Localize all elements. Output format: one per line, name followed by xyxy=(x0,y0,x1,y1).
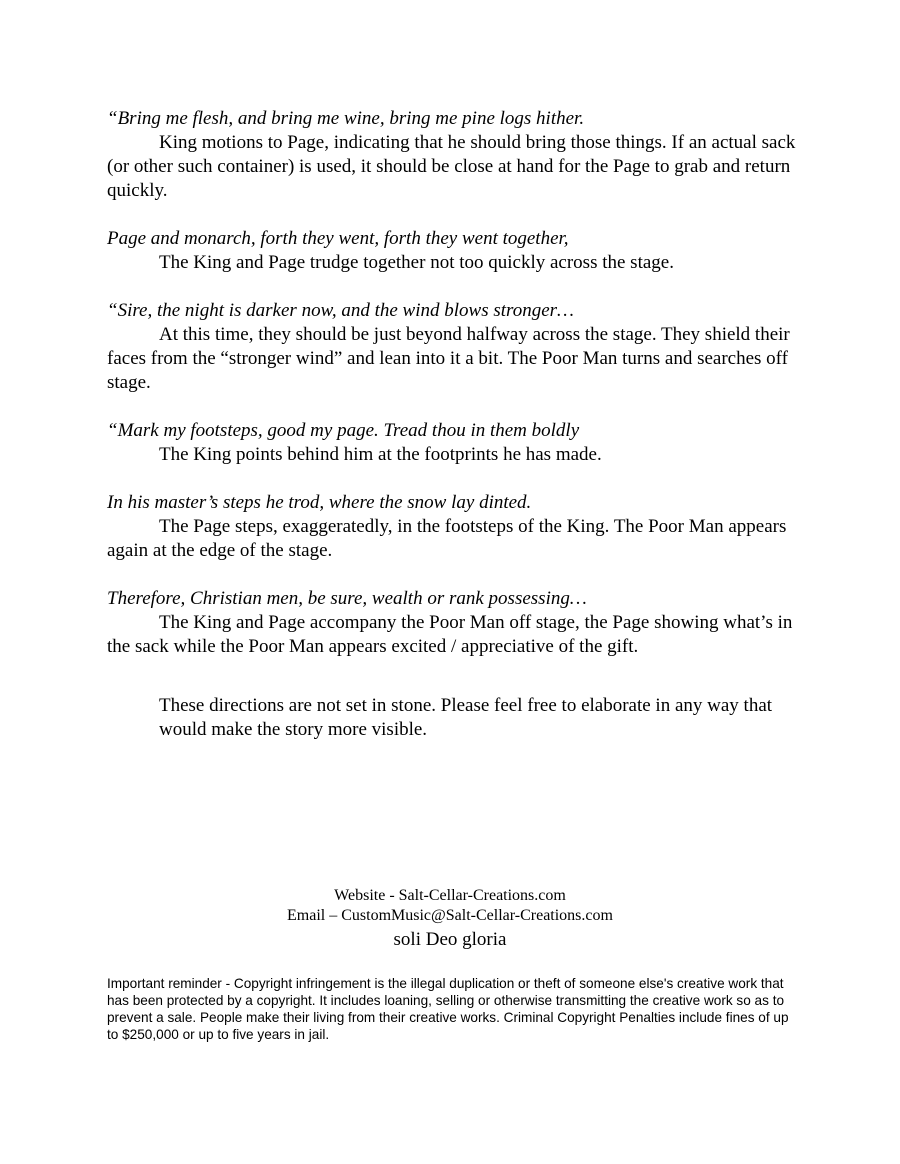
stage-direction: The King points behind him at the footprints he has made. xyxy=(159,444,602,465)
lyric-line: In his master’s steps he trod, where the snow lay dinted. xyxy=(107,492,532,513)
footer-contact xyxy=(0,886,900,952)
stanza-6 xyxy=(107,587,797,659)
stanza-4 xyxy=(107,419,797,467)
lyric-line: “Mark my footsteps, good my page. Tread thou in them boldly xyxy=(107,420,580,441)
lyric-line: “Bring me flesh, and bring me wine, bring me pine logs hither. xyxy=(107,108,585,129)
lyric-line: Page and monarch, forth they went, forth they went together, xyxy=(107,228,569,249)
stanza-5 xyxy=(107,491,797,563)
stage-direction: The King and Page trudge together not too quickly across the stage. xyxy=(159,252,674,273)
stage-directions xyxy=(107,107,797,683)
directions-note: These directions are not set in stone. Please feel free to elaborate in any way that would make the story more visible. xyxy=(159,695,773,740)
lyric-line: “Sire, the night is darker now, and the wind blows stronger… xyxy=(107,300,574,321)
copyright-reminder: Important reminder - Copyright infringement is the illegal duplication or theft of someone else's creative work that has been protected by a copyright. It includes loaning, selling or otherwise transmitting the creative work so as to prevent a sale. People make their living from their creative works. Criminal Copyright Penalties include fines of up to $250,000 or up to five years in jail. xyxy=(107,976,789,1042)
stage-direction: King motions to Page, indicating that he should bring those things. If an actual sack (or other such container) is used, it should be close at hand for the Page to grab and return quickly. xyxy=(107,132,796,201)
email-line: Email – CustomMusic@Salt-Cellar-Creations.com xyxy=(287,907,613,924)
website-line: Website - Salt-Cellar-Creations.com xyxy=(334,887,566,904)
stanza-3 xyxy=(107,299,797,395)
stage-direction: The Page steps, exaggeratedly, in the footsteps of the King. The Poor Man appears again at the edge of the stage. xyxy=(107,516,787,561)
stanza-2 xyxy=(107,227,797,275)
lyric-line: Therefore, Christian men, be sure, wealth or rank possessing… xyxy=(107,588,587,609)
stage-direction: At this time, they should be just beyond halfway across the stage. They shield their faces from the “stronger wind” and lean into it a bit. The Poor Man turns and searches off stage. xyxy=(107,324,790,393)
stage-direction: The King and Page accompany the Poor Man off stage, the Page showing what’s in the sack while the Poor Man appears excited / appreciative of the gift. xyxy=(107,612,793,657)
stanza-1 xyxy=(107,107,797,203)
motto: soli Deo gloria xyxy=(393,929,507,950)
